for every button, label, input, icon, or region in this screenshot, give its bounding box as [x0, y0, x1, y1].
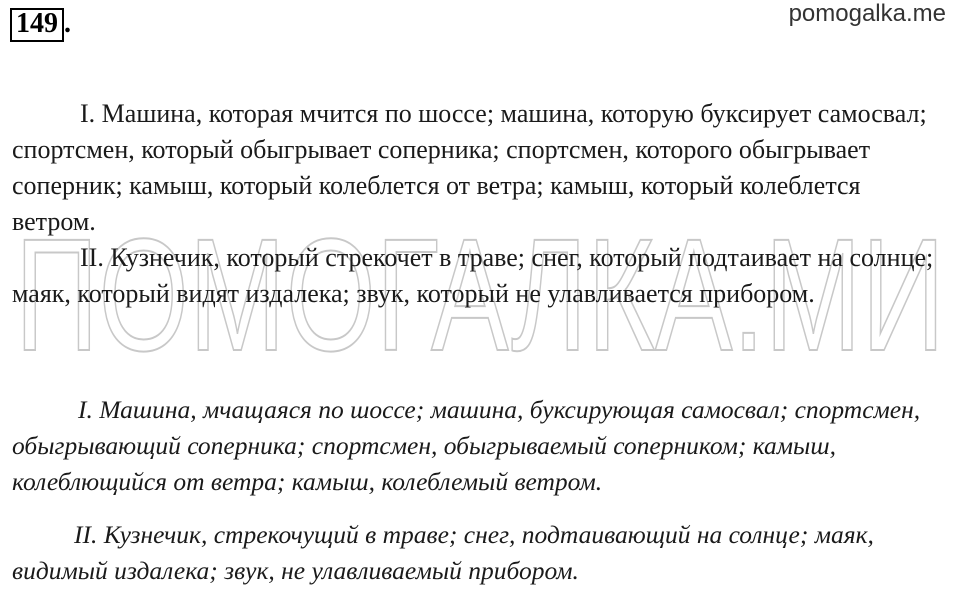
task-paragraph-2: II. Кузнечик, который стрекочет в траве; снег, который подтаивает на солнце; маяк, который видят издалека; звук, который не улавливается прибором.	[12, 243, 934, 308]
answer-paragraph-2-block	[12, 517, 947, 589]
task-text	[12, 96, 947, 312]
watermark-text: ПОМОГАЛКА.МИ	[15, 218, 945, 368]
exercise-number-dot: .	[64, 8, 71, 39]
site-label: pomogalka.me	[788, 0, 946, 27]
answer-paragraph-2: II. Кузнечик, стрекочущий в траве; снег, подтаивающий на солнце; маяк, видимый издалека; звук, не улавливаемый прибором.	[12, 520, 874, 585]
exercise-number-box: 149	[10, 8, 64, 42]
task-paragraph-1: I. Машина, которая мчится по шоссе; машина, которую буксирует самосвал; спортсмен, который обыгрывает соперника; спортсмен, которого обыгрывает соперник; камыш, который колеблется от ветра; камыш, который колеблется ветром.	[12, 99, 927, 236]
answer-paragraph-1: I. Машина, мчащаяся по шоссе; машина, буксирующая самосвал; спортсмен, обыгрывающий соперника; спортсмен, обыгрываемый соперником; камыш, колеблющийся от ветра; камыш, колеблемый ветром.	[12, 395, 921, 496]
exercise-number	[10, 8, 71, 42]
answer-paragraph-1-block	[12, 392, 947, 500]
